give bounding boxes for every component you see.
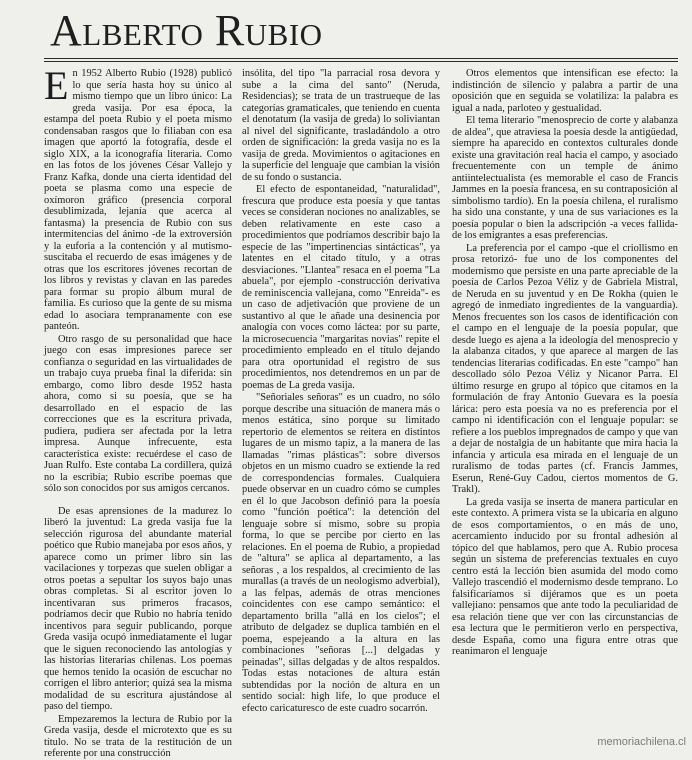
- column-1-paragraph-3: De esas aprensiones de la madurez lo liberó la juventud: La greda vasija fue la selección rigurosa del abundante material poético que Rubio manejaba por esos años, y aparece como un primer libro sin las vacilaciones y torpezas que suelen obligar a otros poetas a sepultar los suyos bajo unas obras completas. Si al escritor joven lo incentivaran sus primeros fracasos, podríamos decir que Rubio no habría tenido incentivos para seguir publicando, porque Greda vasija ocupó inmediatamente el lugar que le siguen reconociendo las antologías y las historias literarias chilenas. Los poemas que hemos tenido la ocasión de escuchar no corrigen el libro anterior; quizá sea la misma modalidad de su escritura ajustándose al paso del tiempo.: [44, 505, 232, 712]
- drop-cap-letter: E: [44, 63, 69, 108]
- column-3-paragraph-4: La greda vasija se inserta de manera particular en este contexto. A primera vista se la ubicaría en alguno de esos comportamientos, o en más de uno, acercamiento inducido por su frontal adhesión al tópico del que hablamos, pero que A. Rubio procesa según un sistema de preferencias textuales en cuyo centro está la lección bien asumida del modo como Vallejo trascendió el modernismo desde temprano. Lo falsificaríamos si dijéramos que es un poeta vallejiano: pensamos que ante todo la peculiaridad de esa relación tiene que ver con las circunstancias de esa lectura que le permitieron verlo en perspectiva, desde España, como una figura entre otras que reanimaron el lenguaje: [452, 496, 678, 657]
- column-1-paragraph-2: Otro rasgo de su personalidad que hace juego con esas impresiones parece ser confianza o seguridad en las virtualidades de un trabajo cuya prueba final la diferida: sin embargo, como libro desde 1952 hasta ahora, como si su poesía, que se ha desarrollado en el espacio de las correcciones que es la escritura privada, pudiera, pudiera ser afectada por la letra impresa. Aunque infrecuente, esta característica existe: recuérdese el caso de Juan Rulfo. Este contaba La cordillera, quizá no la escribía; Rubio escribe poemas que sólo son conocidos por sus amigos cercanos.: [44, 333, 232, 494]
- article-title: Alberto Rubio: [50, 6, 323, 55]
- watermark: memoriachilena.cl: [597, 736, 686, 748]
- column-3: [452, 68, 678, 744]
- column-3-paragraph-1: Otros elementos que intensifican ese efecto: la indistinción de silencio y palabra a partir de una oposición que en seguida se volatiliza: la palabra es igual a nada, parloteo y gestualidad.: [452, 68, 678, 114]
- column-2-paragraph-3: "Señoriales señoras" es un cuadro, no sólo porque describe una situación de manera más o menos estática, sino porque su limitado repertorio de elementos se reitera en distintos lugares de un mismo tapiz, a la manera de las llamadas "rimas plásticas": sobre diversos objetos en un mismo cuadro se extiende la red de correspondencias formales. Cualquiera puede observar en un cuadro cómo se cumples en él lo que Jacobson definió para la poesía como "función poética": la detención del lenguaje sobre sí mismo, sobre su propia forma, lo que se percibe por cierto en las relaciones. En el poema de Rubio, a propiedad de "altura" se aplica al departamento, a las señoras , a los respaldos, al crecimiento de las murallas (a través de un neologismo adverbial), a las felpas, además de otras menciones coincidentes con ese campo semántico: el departamento brilla "allá en los cielos"; el atributo de delgadez se duplica también en el poema, espejeando a la altura en las combinaciones "señoras [...] delgadas y peinadas", sillas delgadas y de altos respaldos. Todas estas notaciones de altura están subtendidas por la noción de altura en un sentido social: high life, lo que produce el efecto caricaturesco de este cuadro socarrón.: [242, 392, 440, 714]
- column-3-paragraph-3: La preferencia por el campo -que el criollismo en prosa retorizó- fue uno de los componentes del modernismo que persiste en una parte apreciable de la poesía de Carlos Pezoa Véliz y de Gabriela Mistral, de Neruda en su juventud y en De Rokha (quien le agregó de inmediato ingredientes de la vanguardia). Menos frecuentes son los casos de identificación con el campo en el lenguaje de la poesía popular, que desde luego es ajena a la ideología del menosprecio y la alabanza citados, y que aparece al margen de las tendencias literarias codificadas. En este "campo" han descollado sólo Pezoa Véliz y Nicanor Parra. El último resurge en grupo al tópico que citamos en la formulación de fray Antonio Guevara es la poesía lárica: pero esta poesía va no es preferencia por el campo ni identificación con el lenguaje popular: se refiere a los pueblos impregnados de campo y que van a dejar de nostalgia de un habitante que mira hacia la infancia y articula esa mirada en el lenguaje de un ruralismo de todas partes (cf. Francis Jammes, Eserun, René-Guy Cadou, ciertos momentos de G. Trakl).: [452, 242, 678, 495]
- column-1-paragraph-1-text: n 1952 Alberto Rubio (1928) publicó lo que sería hasta hoy su único al mismo tiempo que un libro único: La greda vasija. Por esa época, la estampa del poeta Rubio y el poeta mismo condensaban rasgos que lo filiaban con esa imagen que aportó la fotografía, desde el siglo XIX, a la iconografía literaria. Como en las fotos de los jóvenes César Vallejo y Franz Kafka, donde una cierta identidad del poeta se plasma como una especie de oxímoron gráfico (presencia corporal desublimizada, lejanía que acerca al fantasma) la presencia de Rubio con sus intermitencias del ánimo -de la extroversión y la euforia a la contención y al mutismo- suscitaba el recuerdo de esas imágenes y de otras que los escritores jóvenes recortan de los libros y revistas y clavan en las paredes para formar su propio álbum mural de familia. Es curioso que la gente de su misma edad lo asociara tempranamente con ese panteón.: [44, 68, 232, 332]
- column-1: [44, 63, 232, 759]
- column-1-paragraph-4: Empezaremos la lectura de Rubio por la Greda vasija, desde el microtexto que es su título. No se trata de la restitución de un referente por una construcción: [44, 713, 232, 759]
- title-rule-top: [44, 58, 678, 59]
- column-2-paragraph-2: El efecto de espontaneidad, "naturalidad", frescura que produce esta poesía y que tantas veces se consideran nociones no analizables, se deben relativamente en este caso a procedimientos que podríamos describir bajo la especie de las "impertinencias sintácticas", ya latentes en el citado título, y a otras desviaciones. "Llantea" resaca en el poema "La abuela", por ejemplo -construcción derivativa de reminiscencia vallejana, como "Enreida"- es un caso de adjetivación que proviene de un sustantivo al que le añade una desinencia por analogía con voces como láctea: por su parte, la microsecuencia "margaritas novias" repite el procedimiento empleado en el título dejando para otra oportunidad el registro de sus procedimientos, nos detendremos en un par de poemas de La greda vasija.: [242, 184, 440, 391]
- column-1-paragraph-1: [44, 63, 232, 333]
- column-2-paragraph-1: insólita, del tipo "la parracial rosa devora y sube a la cima del santo" (Neruda, Residencias); se trata de un trastrueque de las categorías gramaticales, que teniendo en cuenta el denotatum (la vasija de greda) lo soliviantan al nivel del significante, trasladándolo a otro orden de significación: la greda vasija no es la vasija de greda. Movimientos o agitaciones en la superficie del lenguaje que cambian la visión de su fondo o sustancia.: [242, 68, 440, 183]
- title-rule-bottom: [44, 61, 678, 62]
- column-2: [242, 68, 440, 744]
- column-3-paragraph-2: El tema literario "menosprecio de corte y alabanza de aldea", que atraviesa la poesía desde la antigüedad, siempre ha aparecido en contextos culturales donde existe una gravitación real hacia el campo, y asociado frecuentemente con un temple de ánimo antiintelectualista (es memorable el caso de Francis Jammes en la poesía francesa, en su contraposición al simbolismo tardío). En la poesía chilena, el ruralismo ha sido una constante, y una de sus variaciones es la poesía popular o bien la adscripción -a veces fallida- de los emigrantes a esas preferencias.: [452, 115, 678, 241]
